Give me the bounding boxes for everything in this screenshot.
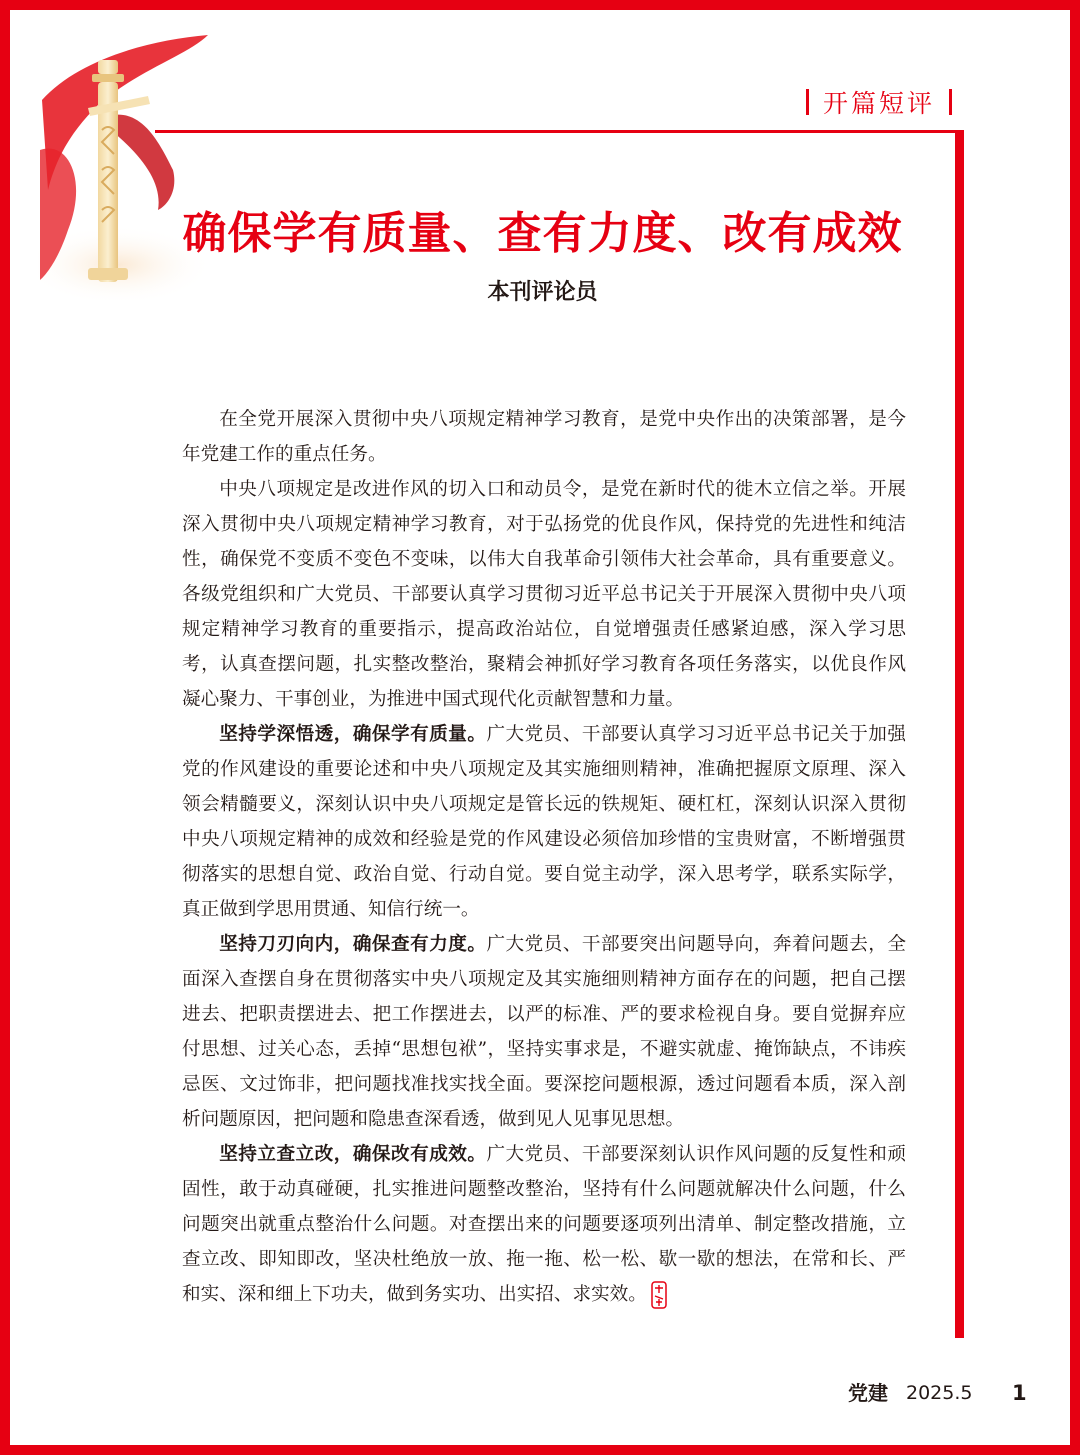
column-tag	[792, 82, 966, 122]
paragraph	[182, 472, 906, 717]
paragraph	[182, 1137, 906, 1312]
paragraph-lead: 坚持立查立改，确保改有成效。	[219, 1144, 487, 1165]
paragraph-text: 在全党开展深入贯彻中央八项规定精神学习教育，是党中央作出的决策部署，是今年党建工作的重点任务。	[182, 409, 906, 465]
page-number: 1	[1012, 1381, 1027, 1405]
article-body	[182, 402, 906, 1312]
paragraph-lead: 坚持刀刃向内，确保查有力度。	[219, 934, 487, 955]
header-rule	[155, 130, 955, 133]
column-tag-label: 开篇短评	[823, 89, 936, 118]
paragraph-text: 广大党员、干部要突出问题导向，奔着问题去，全面深入查摆自身在贯彻落实中央八项规定及其实施细则精神方面存在的问题，把自己摆进去、把职责摆进去、把工作摆进去，以严的标准、严的要求检视自身。要自觉摒弃应付思想、过关心态，丢掉“思想包袱”，坚持实事求是，不避实就虚、掩饰缺点，不讳疾忌医、文过饰非，把问题找准找实找全面。要深挖问题根源，透过问题看本质，深入剖析问题原因，把问题和隐患查深看透，做到见人见事见思想。	[182, 934, 906, 1130]
magazine-page	[10, 10, 1070, 1445]
paragraph-lead: 坚持学深悟透，确保学有质量。	[219, 724, 487, 745]
article-title: 确保学有质量、查有力度、改有成效	[182, 208, 903, 259]
footer-issue: 2025.5	[906, 1382, 973, 1404]
column-tag-bar-right	[949, 89, 952, 115]
column-tag-bar-left	[806, 89, 809, 115]
paragraph	[182, 402, 906, 472]
paragraph	[182, 717, 906, 927]
footer-magazine-name: 党建	[848, 1381, 888, 1405]
paragraph-text: 中央八项规定是改进作风的切入口和动员令，是党在新时代的徙木立信之举。开展深入贯彻中央八项规定精神学习教育，对于弘扬党的优良作风，保持党的先进性和纯洁性，确保党不变质不变色不变味，以伟大自我革命引领伟大社会革命，具有重要意义。各级党组织和广大党员、干部要认真学习贯彻习近平总书记关于开展深入贯彻中央八项规定精神学习教育的重要指示，提高政治站位，自觉增强责任感紧迫感，深入学习思考，认真查摆问题，扎实整改整治，聚精会神抓好学习教育各项任务落实，以优良作风凝心聚力、干事创业，为推进中国式现代化贡献智慧和力量。	[182, 479, 906, 710]
side-rule	[955, 130, 964, 1338]
paragraph-text: 广大党员、干部要认真学习习近平总书记关于加强党的作风建设的重要论述和中央八项规定及其实施细则精神，准确把握原文原理、深入领会精髓要义，深刻认识中央八项规定是管长远的铁规矩、硬杠杠，深刻认识深入贯彻中央八项规定精神的成效和经验是党的作风建设必须倍加珍惜的宝贵财富，不断增强贯彻落实的思想自觉、政治自觉、行动自觉。要自觉主动学，深入思考学，联系实际学，真正做到学思用贯通、知信行统一。	[182, 724, 906, 920]
paragraph	[182, 927, 906, 1137]
paragraph-text: 广大党员、干部要深刻认识作风问题的反复性和顽固性，敢于动真碰硬，扎实推进问题整改整治，坚持有什么问题就解决什么问题，什么问题突出就重点整治什么问题。对查摆出来的问题要逐项列出清单、制定整改措施，立查立改、即知即改，坚决杜绝放一放、拖一拖、松一松、歇一歇的想法，在常和长、严和实、深和细上下功夫，做到务实功、出实招、求实效。	[182, 1144, 906, 1305]
end-seal-icon	[651, 1281, 667, 1309]
article-byline: 本刊评论员	[487, 280, 598, 305]
